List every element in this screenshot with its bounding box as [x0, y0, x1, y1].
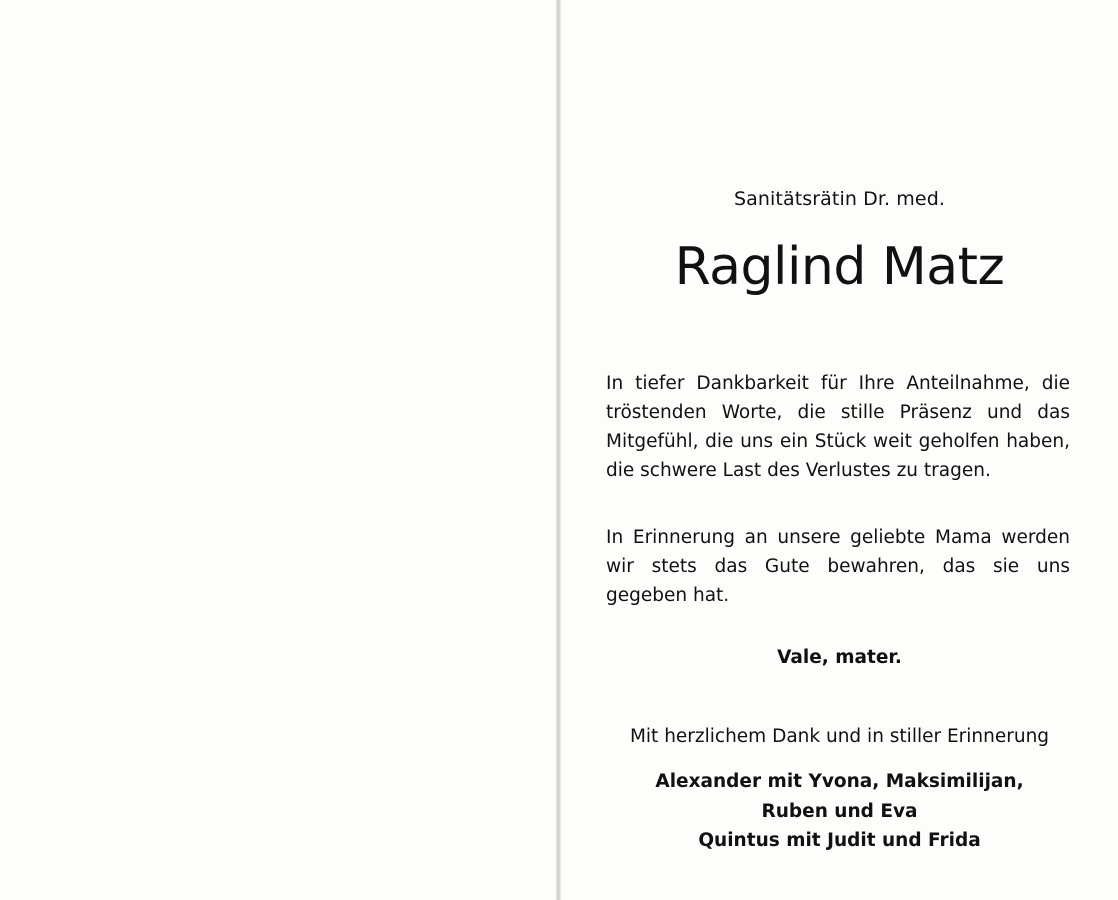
signatures — [561, 767, 1118, 856]
deceased-name: Raglind Matz — [674, 237, 1005, 297]
memory-paragraph: In Erinnerung an unsere geliebte Mama werden wir stets das Gute bewahren, das sie uns gegeben hat. — [606, 527, 1070, 606]
signature-line: Quintus mit Judit und Frida — [698, 830, 981, 851]
signature-line: Alexander mit Yvona, Maksimilijan, — [655, 771, 1024, 792]
title-prefix: Sanitätsrätin Dr. med. — [733, 188, 945, 210]
right-page — [561, 0, 1118, 900]
signature-line: Ruben und Eva — [761, 800, 918, 822]
left-page-blank — [0, 0, 556, 900]
thanks-line: Mit herzlichem Dank und in stiller Erinnerung — [629, 726, 1050, 747]
closing-phrase: Vale, mater. — [777, 647, 902, 668]
gratitude-paragraph: In tiefer Dankbarkeit für Ihre Anteilnahme, die tröstenden Worte, die stille Präsenz und das Mitgefühl, die uns ein Stück weit geholfen haben, die schwere Last des Verlustes zu tragen. — [606, 373, 1070, 481]
